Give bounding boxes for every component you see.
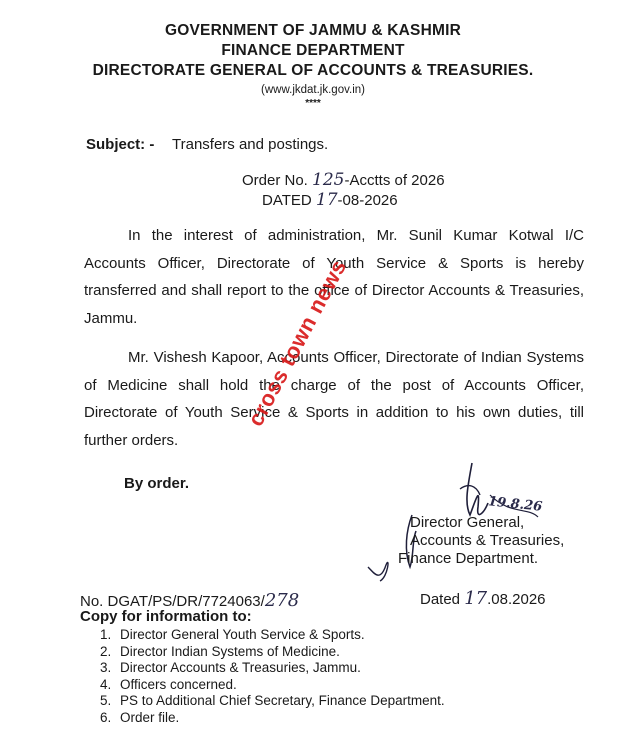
subject-label: Subject: - (86, 136, 155, 153)
signature-line-1: Director General, (410, 514, 525, 531)
list-item (100, 660, 445, 677)
header-government: GOVERNMENT OF JAMMU & KASHMIR (165, 22, 461, 39)
dispatch-date (420, 588, 546, 609)
dispatch-number-handwritten: 278 (264, 590, 300, 611)
list-item-number: 3. (100, 660, 112, 676)
copy-heading: Copy for information to: (80, 608, 252, 625)
list-item-number: 4. (100, 676, 112, 692)
by-order: By order. (124, 475, 190, 492)
watermark: cross town news (242, 255, 352, 431)
list-item-number: 6. (100, 709, 112, 725)
copy-list (100, 627, 445, 727)
list-item (100, 710, 445, 727)
list-item-text: Officers concerned. (120, 676, 237, 692)
order-date-prefix: DATED (262, 192, 312, 209)
list-item (100, 677, 445, 694)
list-item (100, 693, 445, 710)
header-department: FINANCE DEPARTMENT (221, 42, 405, 59)
list-item-text: Order file. (120, 709, 180, 725)
order-date-suffix: -08-2026 (337, 192, 398, 209)
list-item-text: Director General Youth Service & Sports. (120, 627, 365, 642)
list-item-number: 5. (100, 693, 112, 709)
order-number (242, 170, 445, 190)
paragraph-2-text: Mr. Vishesh Kapoor, Accounts Officer, Directorate of Indian Systems of Medicine shall hold the charge of the post of Accounts Officer, Directorate of Youth Service & Sports in addition to his own duties, till further orders. (84, 349, 584, 449)
list-item (100, 644, 445, 661)
order-date (262, 190, 398, 210)
paragraph-1-text: In the interest of administration, Mr. Sunil Kumar Kotwal I/C Accounts Officer, Directorate of Youth Service & Sports is hereby transferred and shall report to the office of Director Accounts & Treasuries, Jammu. (84, 227, 584, 327)
list-item-text: Director Indian Systems of Medicine. (120, 643, 340, 659)
order-number-handwritten: 125 (312, 170, 345, 190)
header-directorate: DIRECTORATE GENERAL OF ACCOUNTS & TREASURIES. (92, 62, 534, 79)
signature-line-3: Finance Department. (398, 550, 539, 567)
dispatch-date-handwritten: 17 (464, 588, 488, 609)
list-item (100, 627, 445, 644)
order-date-handwritten: 17 (315, 190, 338, 210)
list-item-number: 2. (100, 643, 112, 659)
dispatch-date-suffix: .08.2026 (487, 591, 546, 608)
order-number-prefix: Order No. (242, 172, 308, 189)
list-item-text: Director Accounts & Treasuries, Jammu. (120, 660, 361, 676)
order-number-suffix: -Acctts of 2026 (344, 172, 445, 189)
dispatch-number-prefix: No. DGAT/PS/DR/7724063/ (80, 593, 265, 610)
subject-text: Transfers and postings. (172, 136, 329, 153)
signature-date-handwritten: 19.8.26 (487, 494, 543, 515)
dispatch-date-prefix: Dated (420, 591, 461, 608)
header-stars: **** (305, 98, 321, 109)
list-item-number: 1. (100, 627, 112, 642)
paragraph-2 (84, 344, 584, 454)
header-website: (www.jkdat.jk.gov.in) (261, 84, 365, 96)
signature-line-2: Accounts & Treasuries, (410, 532, 565, 549)
list-item-text: PS to Additional Chief Secretary, Finance Department. (120, 693, 445, 709)
